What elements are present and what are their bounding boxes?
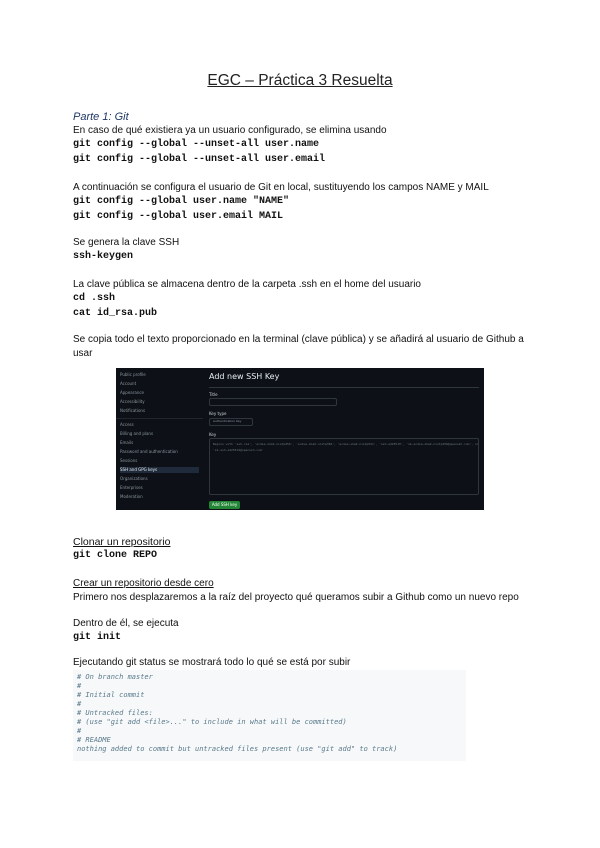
- clone-heading: Clonar un repositorio: [73, 536, 171, 548]
- form-divider: [209, 387, 479, 388]
- git-status-line: # On branch master: [77, 673, 153, 681]
- sidebar-item-ssh-keys: SSH and GPG keys: [120, 467, 199, 473]
- sidebar-item-account: Account: [120, 381, 137, 386]
- create-text: Primero nos desplazaremos a la raíz del proyecto qué queramos subir a Github como un nuevo repo: [73, 592, 519, 603]
- sidebar-item-public-profile: Public profile: [120, 372, 146, 377]
- page-title: EGC – Práctica 3 Resuelta: [207, 72, 393, 89]
- git-status-line: #: [77, 700, 82, 708]
- create-heading: Crear un repositorio desde cero: [73, 578, 214, 589]
- command-git-init: git init: [73, 632, 122, 643]
- sidebar-item-emails: Emails: [120, 440, 134, 445]
- git-status-line: nothing added to commit but untracked files present (use "git add" to track): [77, 745, 398, 753]
- sidebar-section-access: Access: [120, 422, 134, 427]
- settings-sidebar: [116, 368, 203, 510]
- git-status-text: Ejecutando git status se mostrará todo lo qué se está por subir: [73, 657, 351, 668]
- command-git-clone: git clone REPO: [73, 550, 158, 561]
- git-status-line: #: [77, 727, 82, 735]
- key-textarea: [209, 438, 479, 495]
- git-status-line: # (use "git add <file>..." to include in what will be committed): [77, 718, 347, 726]
- sidebar-item-sessions: Sessions: [120, 458, 138, 463]
- command-set-email: git config --global user.email MAIL: [73, 210, 284, 222]
- sidebar-item-appearance: Appearance: [120, 390, 145, 395]
- intro-text: En caso de qué existiera ya un usuario configurado, se elimina usando: [73, 125, 387, 136]
- add-ssh-key-button: Add SSH key: [209, 501, 240, 509]
- github-ssh-screenshot: [116, 368, 484, 510]
- git-status-line: # Initial commit: [77, 691, 145, 699]
- public-key-text: La clave pública se almacena dentro de la carpeta .ssh en el home del usuario: [73, 279, 421, 290]
- config-text: A continuación se configura el usuario de Git en local, sustituyendo los campos NAME y MAIL: [73, 182, 489, 193]
- sidebar-item-password: Password and authentication: [120, 449, 178, 454]
- copy-key-text: Se copia todo el texto proporcionado en la terminal (clave pública) y se añadirá al usuario de Github a usar: [73, 334, 524, 359]
- git-status-line: # Untracked files:: [77, 709, 153, 717]
- inside-text: Dentro de él, se ejecuta: [73, 618, 179, 629]
- form-title: Add new SSH Key: [209, 372, 280, 381]
- sidebar-item-enterprises: Enterprises: [120, 485, 143, 490]
- ssh-text: Se genera la clave SSH: [73, 237, 180, 248]
- sidebar-divider: [116, 418, 203, 419]
- command-cd-ssh: cd .ssh: [73, 293, 116, 304]
- sidebar-item-notifications: Notifications: [120, 408, 146, 413]
- command-unset-email: git config --global --unset-all user.email: [73, 153, 326, 165]
- key-placeholder: Begins with 'ssh-rsa', 'ecdsa-sha2-nistp256', 'ecdsa-sha2-nistp384', 'ecdsa-sha2-nistp521', 'ssh-ed25519', 'sk-ecdsa-sha2-nistp256@openssh.com', or: [213, 442, 479, 446]
- key-placeholder-line2: 'sk-ssh-ed25519@openssh.com': [213, 448, 264, 452]
- command-cat-key: cat id_rsa.pub: [73, 307, 158, 319]
- sidebar-item-organizations: Organizations: [120, 476, 148, 481]
- command-unset-name: git config --global --unset-all user.name: [73, 139, 320, 150]
- command-set-name: git config --global user.name "NAME": [73, 196, 290, 207]
- section-heading-git: Parte 1: Git: [73, 111, 129, 123]
- key-type-label: Key type: [209, 411, 227, 416]
- sidebar-item-moderation: Moderation: [120, 494, 143, 499]
- git-status-line: #: [77, 682, 82, 690]
- key-type-value: Authentication Key: [213, 419, 242, 423]
- git-status-output: [73, 670, 466, 761]
- title-input: [209, 398, 337, 406]
- key-label: Key: [209, 432, 217, 437]
- git-status-line: # README: [77, 736, 111, 744]
- title-label: Title: [209, 392, 218, 397]
- sidebar-item-billing: Billing and plans: [120, 431, 154, 436]
- command-ssh-keygen: ssh-keygen: [73, 251, 134, 262]
- sidebar-item-accessibility: Accessibility: [120, 399, 145, 404]
